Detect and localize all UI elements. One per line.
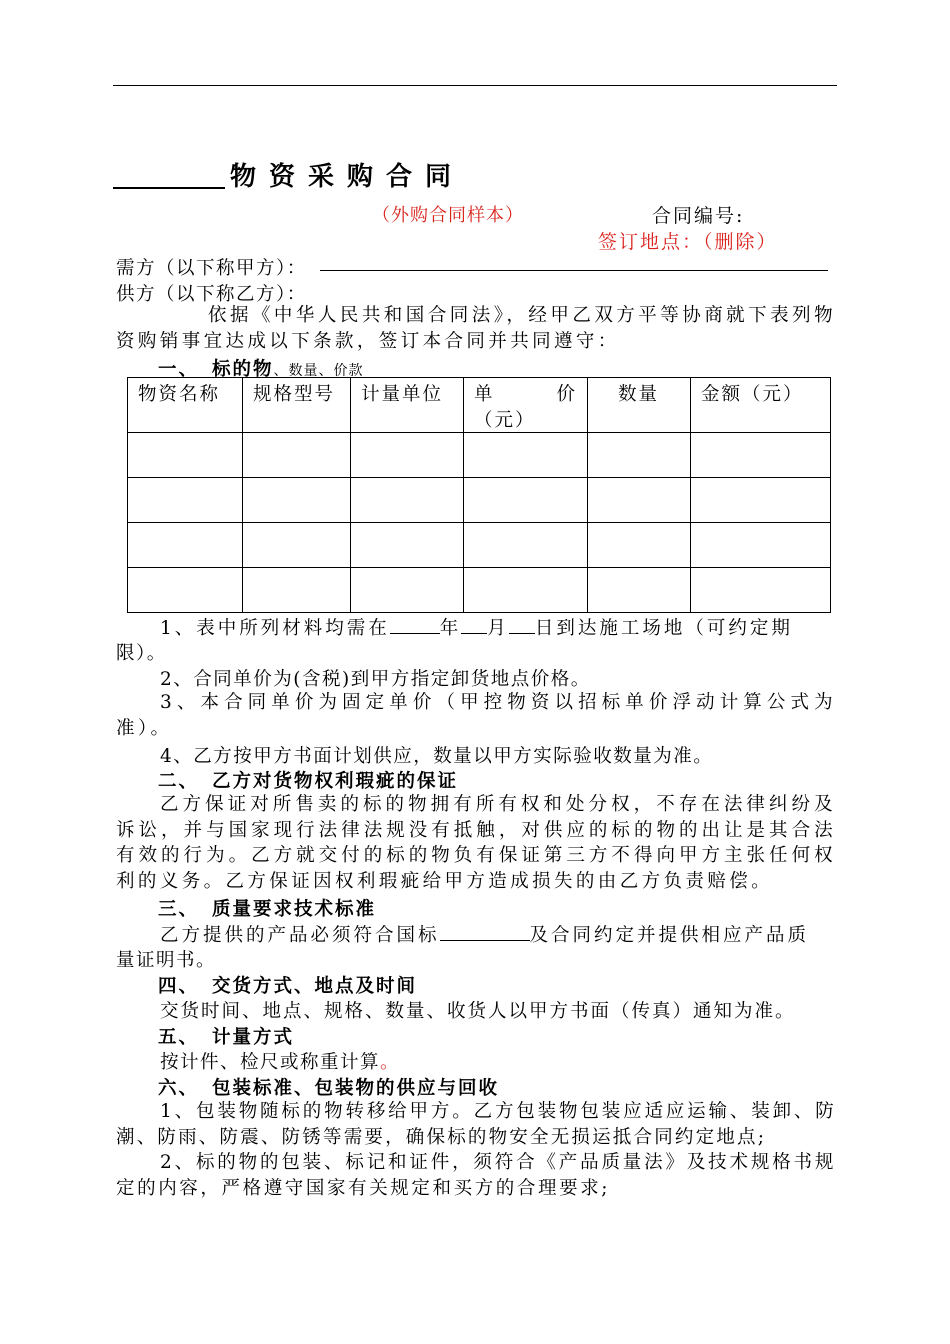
table-row bbox=[128, 478, 831, 523]
title-blank-line bbox=[113, 187, 225, 189]
table-cell[interactable] bbox=[464, 568, 588, 613]
day-blank[interactable] bbox=[509, 615, 535, 634]
year-label: 年 bbox=[439, 618, 462, 639]
table-cell[interactable] bbox=[588, 568, 691, 613]
year-blank[interactable] bbox=[390, 615, 440, 634]
table-cell[interactable] bbox=[691, 568, 831, 613]
section-4-number: 四、 bbox=[158, 976, 200, 997]
table-cell[interactable] bbox=[691, 433, 831, 478]
section-2-heading bbox=[158, 767, 458, 793]
table-cell[interactable] bbox=[464, 478, 588, 523]
section-3-title: 质量要求技术标准 bbox=[212, 899, 377, 920]
table-cell[interactable] bbox=[588, 433, 691, 478]
month-blank[interactable] bbox=[461, 615, 487, 634]
section-5-text: 按计件、检尺或称重计算 bbox=[160, 1052, 381, 1073]
section-3-body-line1 bbox=[160, 921, 809, 947]
section-4-title: 交货方式、地点及时间 bbox=[212, 976, 418, 997]
clause-1-1-text-a: 1、表中所列材料均需在 bbox=[160, 618, 390, 639]
section-3-heading bbox=[158, 895, 376, 921]
section-3-body-line2: 量证明书。 bbox=[116, 950, 217, 971]
clause-1-1-continued: 限）。 bbox=[116, 643, 167, 664]
section-2-title: 乙方对货物权利瑕疵的保证 bbox=[212, 771, 459, 792]
contract-number-label: 合同编号: bbox=[652, 205, 745, 227]
section-1-number: 一、 bbox=[158, 359, 200, 380]
table-cell[interactable] bbox=[243, 478, 351, 523]
unit-price-char-1: 单 bbox=[474, 384, 495, 405]
buyer-blank-line bbox=[320, 270, 828, 271]
section-5-number: 五、 bbox=[158, 1027, 200, 1048]
section-3-number: 三、 bbox=[158, 899, 200, 920]
section-6-clause-1: 1、包装物随标的物转移给甲方。乙方包装物包装应适应运输、装卸、防潮、防雨、防震、防锈等需要，确保标的物安全无损运抵合同约定地点; bbox=[116, 1101, 836, 1148]
section-5-body bbox=[160, 1048, 400, 1074]
buyer-label: 需方（以下称甲方）： bbox=[116, 258, 307, 279]
table-cell[interactable] bbox=[128, 433, 243, 478]
table-row bbox=[128, 433, 831, 478]
subtitle: （外购合同样本） bbox=[372, 205, 524, 226]
clause-1-2: 2、合同单价为(含税)到甲方指定卸货地点价格。 bbox=[160, 669, 591, 690]
clause-1-1-text-b: 日到达施工场地（可约定期 bbox=[534, 618, 793, 639]
column-header-quantity: 数量 bbox=[588, 378, 691, 433]
section-2-body: 乙方保证对所售卖的标的物拥有所有权和处分权，不存在法律纠纷及诉讼，并与国家现行法律法规没有抵触，对供应的标的物的出让是其合法有效的行为。乙方就交付的标的物负有保证第三方不得向甲方主张任何权利的义务。乙方保证因权利瑕疵给甲方造成损失的由乙方负责赔偿。 bbox=[116, 794, 836, 892]
column-header-unit-price bbox=[464, 378, 588, 433]
column-header-unit: 计量单位 bbox=[351, 378, 464, 433]
section-4-heading bbox=[158, 972, 417, 998]
unit-price-char-2: 价 bbox=[556, 384, 577, 405]
table-cell[interactable] bbox=[351, 478, 464, 523]
table-cell[interactable] bbox=[243, 568, 351, 613]
section-6-heading bbox=[158, 1074, 499, 1100]
national-standard-blank[interactable] bbox=[440, 922, 530, 941]
intro-paragraph: 依据《中华人民共和国合同法》，经甲乙双方平等协商就下表列物资购销事宜达成以下条款，签订本合同并共同遵守： bbox=[116, 305, 836, 352]
seller-label: 供方（以下称乙方）： bbox=[116, 284, 307, 305]
column-header-spec: 规格型号 bbox=[243, 378, 351, 433]
table-cell[interactable] bbox=[243, 523, 351, 568]
table-cell[interactable] bbox=[128, 478, 243, 523]
clause-1-1 bbox=[160, 614, 793, 640]
column-header-amount: 金额（元） bbox=[691, 378, 831, 433]
table-cell[interactable] bbox=[128, 523, 243, 568]
table-cell[interactable] bbox=[243, 433, 351, 478]
section-4-body: 交货时间、地点、规格、数量、收货人以甲方书面（传真）通知为准。 bbox=[160, 1001, 796, 1022]
table-row bbox=[128, 568, 831, 613]
table-cell[interactable] bbox=[691, 523, 831, 568]
section-3-text-a: 乙方提供的产品必须符合国标 bbox=[160, 925, 440, 946]
section-6-number: 六、 bbox=[158, 1078, 200, 1099]
table-cell[interactable] bbox=[128, 568, 243, 613]
section-5-title: 计量方式 bbox=[212, 1027, 295, 1048]
section-6-clause-2: 2、标的物的包装、标记和证件，须符合《产品质量法》及技术规格书规定的内容，严格遵守国家有关规定和买方的合理要求; bbox=[116, 1152, 836, 1199]
table-row bbox=[128, 523, 831, 568]
table-cell[interactable] bbox=[351, 433, 464, 478]
table-cell[interactable] bbox=[464, 523, 588, 568]
table-cell[interactable] bbox=[588, 478, 691, 523]
section-6-title: 包装标准、包装物的供应与回收 bbox=[212, 1078, 500, 1099]
table-cell[interactable] bbox=[351, 523, 464, 568]
month-label: 月 bbox=[487, 618, 509, 639]
table-cell[interactable] bbox=[351, 568, 464, 613]
sign-place-label: 签订地点：（删除） bbox=[598, 231, 778, 253]
table-header-row bbox=[128, 378, 831, 433]
clause-1-4: 4、乙方按甲方书面计划供应，数量以甲方实际验收数量为准。 bbox=[160, 746, 714, 767]
section-1-title-small: 、数量、价款 bbox=[273, 363, 364, 379]
clause-1-3: 3、本合同单价为固定单价（甲控物资以招标单价浮动计算公式为准）。 bbox=[116, 692, 836, 739]
items-table bbox=[127, 377, 831, 613]
section-2-number: 二、 bbox=[158, 771, 200, 792]
section-5-period: 。 bbox=[380, 1052, 401, 1073]
table-cell[interactable] bbox=[691, 478, 831, 523]
header-rule bbox=[113, 85, 837, 86]
section-3-text-b: 及合同约定并提供相应产品质 bbox=[529, 925, 810, 946]
section-5-heading bbox=[158, 1023, 294, 1049]
document-title: 物资采购合同 bbox=[230, 162, 465, 192]
section-1-title: 标的物 bbox=[212, 359, 274, 380]
table-cell[interactable] bbox=[464, 433, 588, 478]
unit-price-unit: （元） bbox=[474, 410, 536, 431]
column-header-name: 物资名称 bbox=[128, 378, 243, 433]
table-cell[interactable] bbox=[588, 523, 691, 568]
